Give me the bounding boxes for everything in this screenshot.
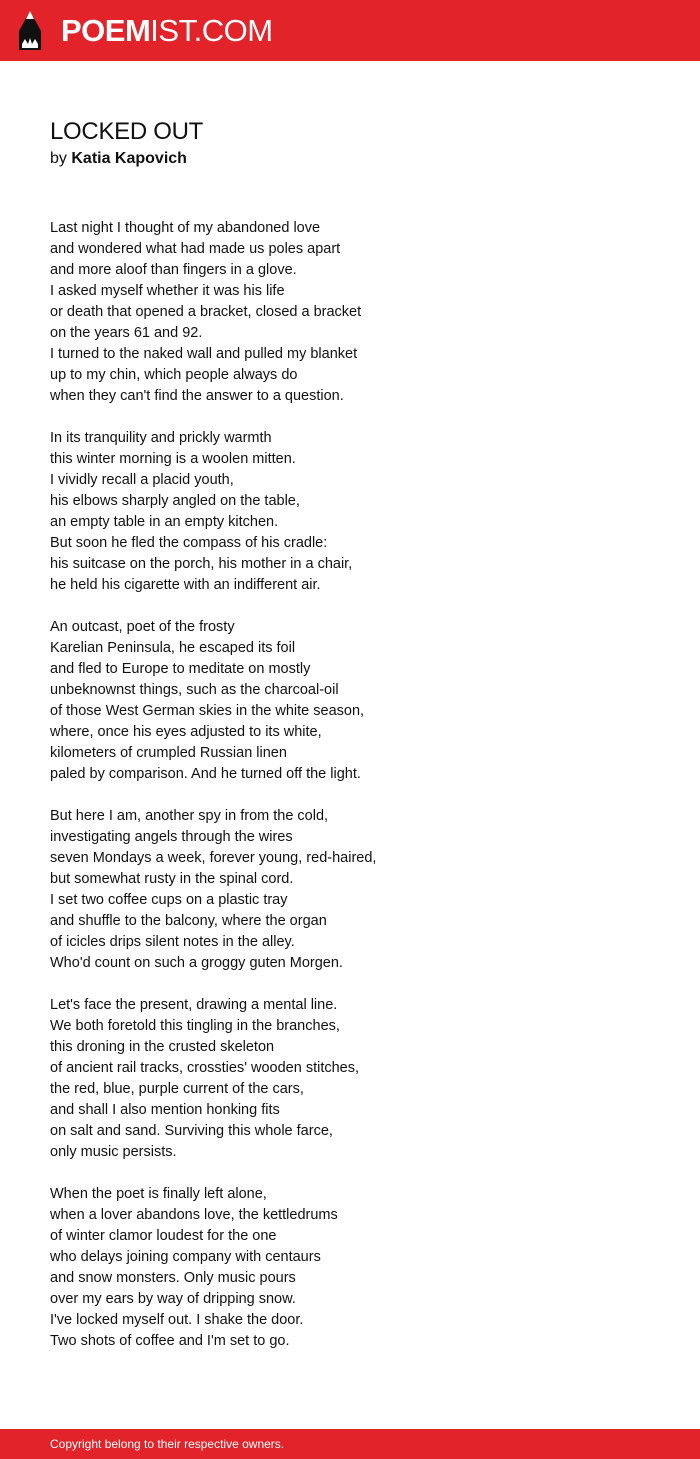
- poem-line: and shall I also mention honking fits: [50, 1102, 280, 1118]
- poem-line: and more aloof than fingers in a glove.: [50, 262, 297, 278]
- poem-line: and shuffle to the balcony, where the organ: [50, 913, 327, 929]
- poem-line: unbeknownst things, such as the charcoal-oil: [50, 682, 339, 698]
- poem-line: kilometers of crumpled Russian linen: [50, 745, 287, 761]
- poem-line: I set two coffee cups on a plastic tray: [50, 892, 288, 908]
- logo-light-text: IST.COM: [150, 13, 273, 48]
- pencil-tip-icon: [17, 10, 43, 52]
- poem-line: of icicles drips silent notes in the alley.: [50, 934, 295, 950]
- poem-line: Let's face the present, drawing a mental line.: [50, 997, 338, 1013]
- poem-line: his elbows sharply angled on the table,: [50, 493, 300, 509]
- poem-line: investigating angels through the wires: [50, 829, 293, 845]
- poem-line: his suitcase on the porch, his mother in a chair,: [50, 556, 353, 572]
- poem-line: or death that opened a bracket, closed a bracket: [50, 304, 362, 320]
- poem-stanza: [50, 995, 650, 1163]
- poem-line: An outcast, poet of the frosty: [50, 619, 235, 635]
- poem-line: I've locked myself out. I shake the door.: [50, 1312, 304, 1328]
- site-header: [0, 0, 700, 61]
- poem-line: when a lover abandons love, the kettledrums: [50, 1207, 338, 1223]
- poem-line: this droning in the crusted skeleton: [50, 1039, 275, 1055]
- poem-line: on salt and sand. Surviving this whole farce,: [50, 1123, 333, 1139]
- poem-line: Two shots of coffee and I'm set to go.: [50, 1333, 290, 1349]
- poem-line: I turned to the naked wall and pulled my blanket: [50, 346, 358, 362]
- poem-line: I asked myself whether it was his life: [50, 283, 285, 299]
- site-footer: [0, 1429, 700, 1459]
- poem-line: When the poet is finally left alone,: [50, 1186, 267, 1202]
- poem-line: I vividly recall a placid youth,: [50, 472, 234, 488]
- logo-bold-text: POEM: [61, 13, 151, 48]
- poem-line: and fled to Europe to meditate on mostly: [50, 661, 311, 677]
- poem-line: only music persists.: [50, 1144, 177, 1160]
- poem-line: when they can't find the answer to a question.: [50, 388, 344, 404]
- poem-line: on the years 61 and 92.: [50, 325, 203, 341]
- poem-line: of ancient rail tracks, crossties' wooden stitches,: [50, 1060, 360, 1076]
- poem-line: of winter clamor loudest for the one: [50, 1228, 277, 1244]
- poem-body: [50, 218, 650, 1373]
- poem-line: this winter morning is a woolen mitten.: [50, 451, 296, 467]
- poem-line: of those West German skies in the white season,: [50, 703, 365, 719]
- site-logo-text: [61, 9, 273, 53]
- poem-line: he held his cigarette with an indifferent air.: [50, 577, 321, 593]
- poem-line: an empty table in an empty kitchen.: [50, 514, 279, 530]
- poem-stanza: [50, 1184, 650, 1352]
- poem-line: seven Mondays a week, forever young, red-haired,: [50, 850, 377, 866]
- poem-title: LOCKED OUT: [50, 118, 204, 145]
- poem-line: the red, blue, purple current of the cars,: [50, 1081, 304, 1097]
- by-label: by: [50, 150, 67, 167]
- poem-stanza: [50, 617, 650, 785]
- poem-line: but somewhat rusty in the spinal cord.: [50, 871, 294, 887]
- site-logo-link[interactable]: [17, 9, 273, 53]
- poem-line: Karelian Peninsula, he escaped its foil: [50, 640, 296, 656]
- poem-stanza: [50, 806, 650, 974]
- poem-line: where, once his eyes adjusted to its white,: [50, 724, 322, 740]
- copyright-notice: Copyright belong to their respective owners.: [50, 1437, 285, 1451]
- poem-line: But here I am, another spy in from the cold,: [50, 808, 329, 824]
- poem-line: Who'd count on such a groggy guten Morgen.: [50, 955, 343, 971]
- poem-line: But soon he fled the compass of his cradle:: [50, 535, 328, 551]
- poem-line: We both foretold this tingling in the branches,: [50, 1018, 340, 1034]
- author-name: Katia Kapovich: [71, 150, 187, 167]
- poem-stanza: [50, 218, 650, 407]
- byline: [50, 148, 187, 170]
- poem-line: paled by comparison. And he turned off the light.: [50, 766, 361, 782]
- poem-line: In its tranquility and prickly warmth: [50, 430, 272, 446]
- poem-line: and snow monsters. Only music pours: [50, 1270, 296, 1286]
- poem-line: up to my chin, which people always do: [50, 367, 298, 383]
- poem-stanza: [50, 428, 650, 596]
- poem-line: Last night I thought of my abandoned love: [50, 220, 321, 236]
- poem-line: over my ears by way of dripping snow.: [50, 1291, 296, 1307]
- poem-line: who delays joining company with centaurs: [50, 1249, 321, 1265]
- poem-line: and wondered what had made us poles apart: [50, 241, 341, 257]
